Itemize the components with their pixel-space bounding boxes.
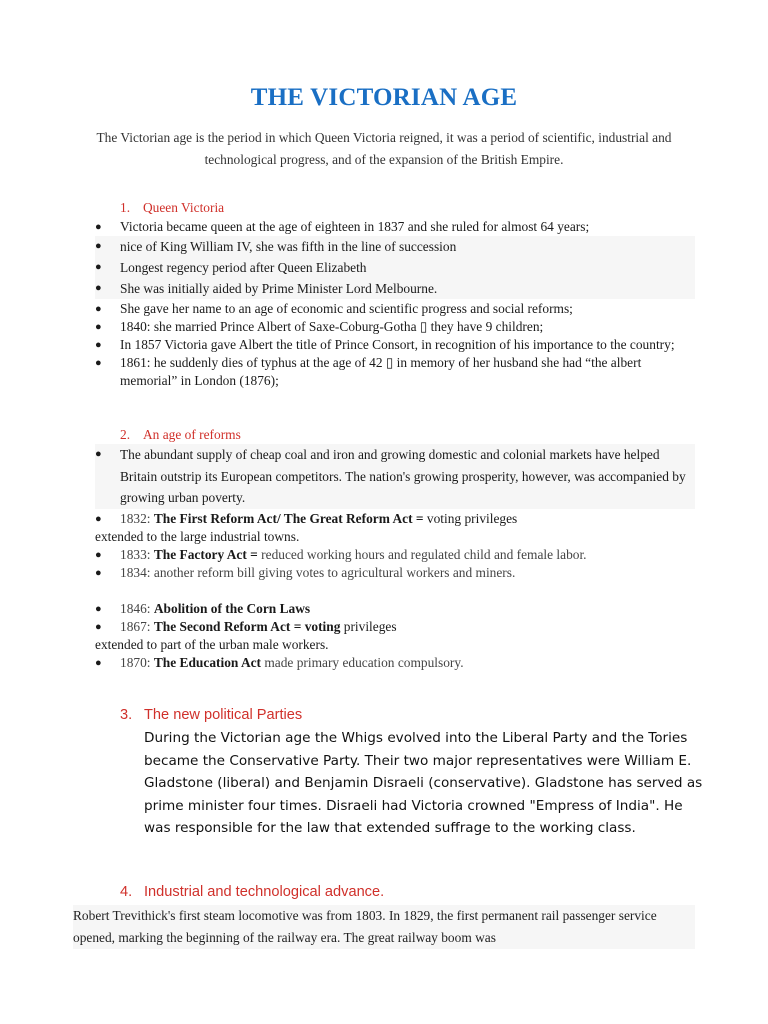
bullet-icon: ● bbox=[95, 261, 102, 273]
list-item: ● She gave her name to an age of economic and scientific progress and social reforms; bbox=[95, 301, 573, 316]
bullet-icon: ● bbox=[95, 240, 102, 252]
bullet-icon: ● bbox=[95, 221, 102, 233]
list-item: ● 1834: another reform bill giving votes to agricultural workers and miners. bbox=[95, 565, 516, 580]
page-title: THE VICTORIAN AGE bbox=[250, 84, 518, 111]
section-3-paragraph: During the Victorian age the Whigs evolved into the Liberal Party and the Tories became the Conservative Party. Their two major representatives were William E. Gladstone (liberal) and Benjamin Disraeli (conservative). Gladstone has served as prime minister four times. Disraeli had Victoria crowned "Empress of India". He was responsible for the law that extended suffrage to the working class. bbox=[144, 730, 703, 836]
section-1-heading bbox=[120, 200, 224, 216]
section-2-title: An age of reforms bbox=[143, 427, 241, 442]
section-4-heading bbox=[120, 884, 384, 900]
bullet-icon: ● bbox=[95, 282, 102, 294]
list-item: ● 1870: The Education Act made primary education compulsory. bbox=[95, 655, 464, 670]
section-1-list bbox=[95, 218, 695, 236]
list-item: ● She was initially aided by Prime Minister Lord Melbourne. bbox=[95, 278, 695, 299]
bullet-icon: ● bbox=[95, 357, 102, 369]
list-item-continuation: extended to part of the urban male workers. bbox=[95, 637, 329, 652]
list-item: ● 1867: The Second Reform Act = voting privileges bbox=[95, 619, 397, 634]
list-item: ● Victoria became queen at the age of eighteen in 1837 and she ruled for almost 64 years; bbox=[95, 219, 590, 234]
list-item: ● Longest regency period after Queen Elizabeth bbox=[95, 257, 695, 278]
section-3-title: The new political Parties bbox=[144, 707, 303, 723]
section-2-intro-list bbox=[95, 444, 695, 509]
reforms-list-b bbox=[95, 600, 695, 672]
section-2-heading bbox=[120, 427, 241, 443]
section-1-list-continued bbox=[95, 300, 695, 390]
bullet-icon: ● bbox=[95, 513, 102, 525]
list-item: ● 1833: The Factory Act = reduced working hours and regulated child and female labor. bbox=[95, 547, 587, 562]
bullet-icon: ● bbox=[95, 657, 102, 669]
list-item: ● In 1857 Victoria gave Albert the title of Prince Consort, in recognition of his importance to the country; bbox=[95, 337, 675, 352]
list-item: ● 1846: Abolition of the Corn Laws bbox=[95, 601, 311, 616]
section-3-heading bbox=[120, 707, 302, 723]
section-1-number: 1. bbox=[120, 200, 131, 215]
section-3-number: 3. bbox=[120, 707, 133, 723]
list-item: ● 1832: The First Reform Act/ The Great Reform Act = voting privileges bbox=[95, 511, 518, 526]
bullet-icon: ● bbox=[95, 339, 102, 351]
section-4-number: 4. bbox=[120, 884, 133, 900]
section-4-title: Industrial and technological advance. bbox=[144, 884, 385, 900]
list-item: ● nice of King William IV, she was fifth in the line of succession bbox=[95, 236, 695, 257]
intro-paragraph: The Victorian age is the period in which Queen Victoria reigned, it was a period of scientific, industrial and technological progress, and of the expansion of the British Empire. bbox=[96, 130, 672, 167]
bullet-icon: ● bbox=[95, 567, 102, 579]
section-1-list-shaded bbox=[95, 236, 695, 299]
section-2-number: 2. bbox=[120, 427, 131, 442]
bullet-icon: ● bbox=[95, 549, 102, 561]
bullet-icon: ● bbox=[95, 321, 102, 333]
section-4-paragraph: Robert Trevithick's first steam locomotive was from 1803. In 1829, the first permanent rail passenger service opened, marking the beginning of the railway era. The great railway boom was bbox=[73, 905, 695, 949]
section-1-title: Queen Victoria bbox=[143, 200, 225, 215]
bullet-icon: ● bbox=[95, 603, 102, 615]
bullet-icon: ● bbox=[95, 621, 102, 633]
bullet-icon: ● bbox=[95, 448, 102, 460]
list-item: ● 1840: she married Prince Albert of Saxe-Coburg-Gotha ▯ they have 9 children; bbox=[95, 319, 544, 334]
reforms-list-a bbox=[95, 510, 695, 582]
list-item: ● 1861: he suddenly dies of typhus at the age of 42 ▯ in memory of her husband she had “the albert memorial” in London (1876); bbox=[95, 355, 642, 388]
bullet-icon: ● bbox=[95, 303, 102, 315]
list-item: ● The abundant supply of cheap coal and iron and growing domestic and colonial markets have helped Britain outstrip its European competitors. The nation's growing prosperity, however, was accompanied by growing urban poverty. bbox=[95, 444, 695, 509]
list-item-continuation: extended to the large industrial towns. bbox=[95, 529, 300, 544]
